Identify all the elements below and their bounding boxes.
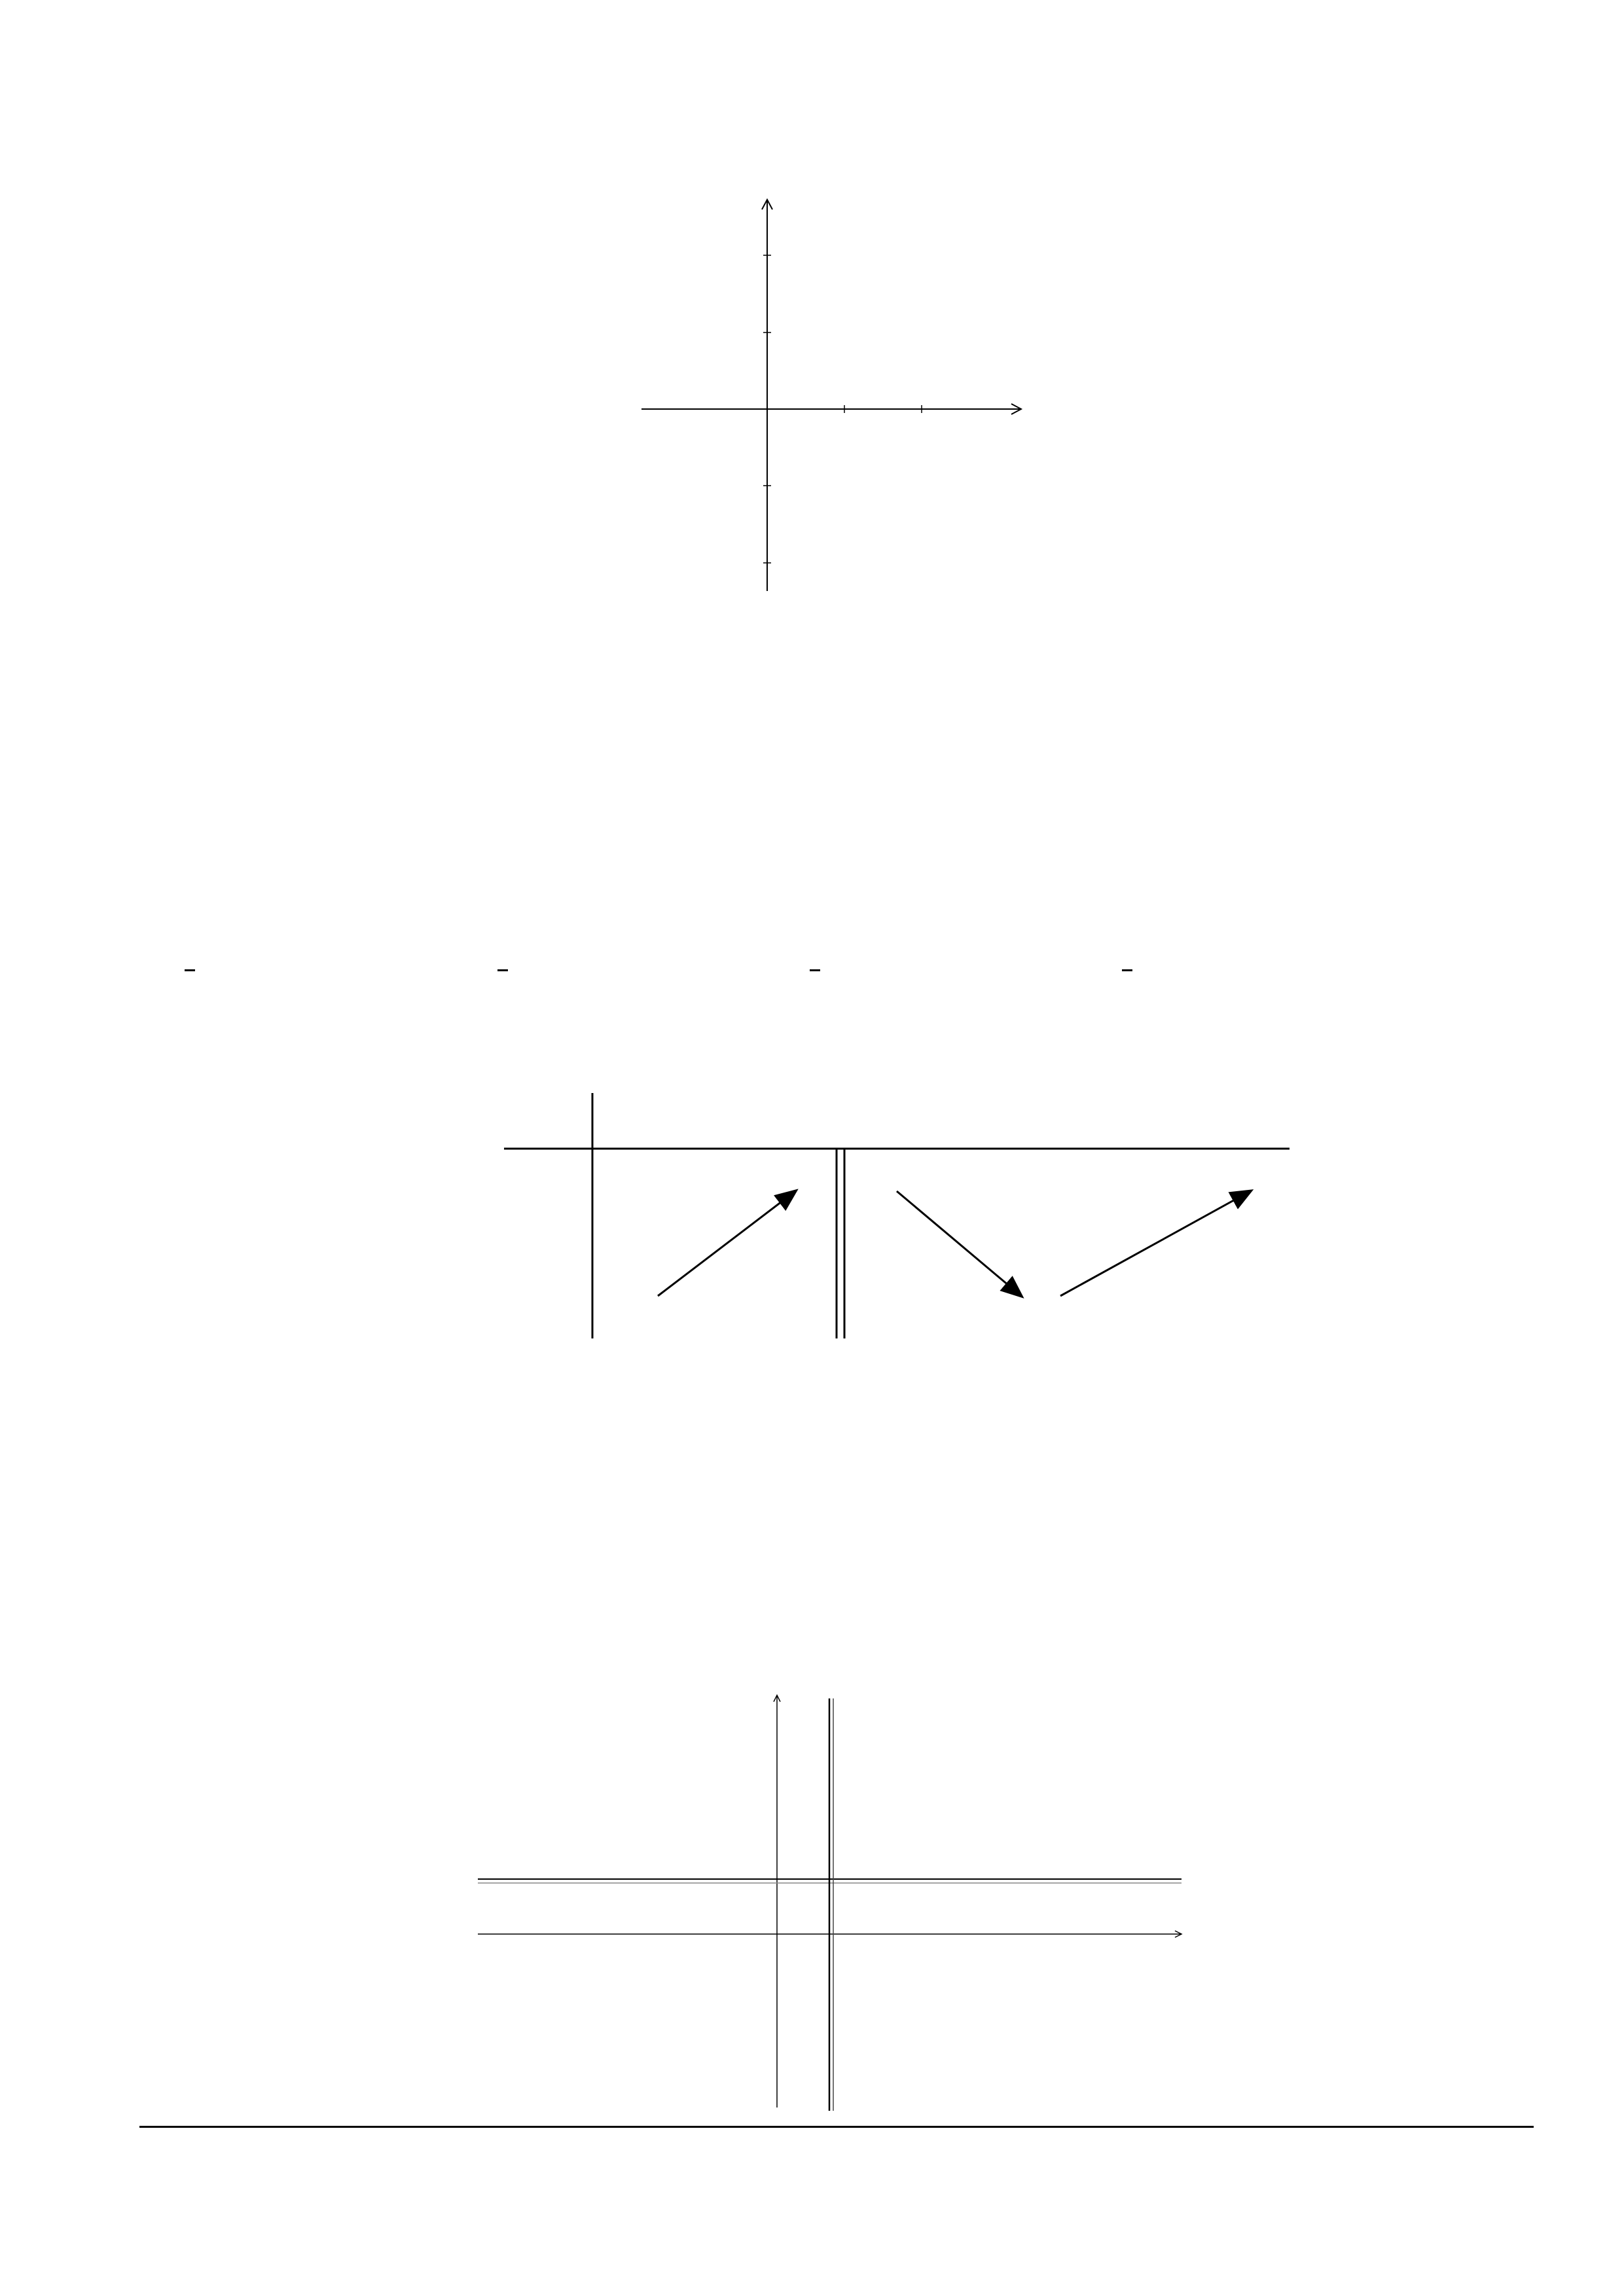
q25-options bbox=[182, 949, 1543, 1041]
q23-graph bbox=[628, 193, 1034, 592]
q28-graph bbox=[478, 1689, 1185, 2114]
footer-divider bbox=[139, 2126, 1534, 2128]
q26-variation-table bbox=[504, 1093, 1303, 1342]
q25-option-c[interactable] bbox=[807, 949, 823, 986]
q26-arrow-down bbox=[897, 1191, 1021, 1296]
q25-option-a[interactable] bbox=[182, 949, 198, 986]
q25-option-b[interactable] bbox=[495, 949, 511, 986]
q25-option-d[interactable] bbox=[1119, 949, 1135, 986]
q26-arrow-up-2 bbox=[1060, 1191, 1250, 1296]
q26-arrow-up-1 bbox=[658, 1191, 795, 1296]
